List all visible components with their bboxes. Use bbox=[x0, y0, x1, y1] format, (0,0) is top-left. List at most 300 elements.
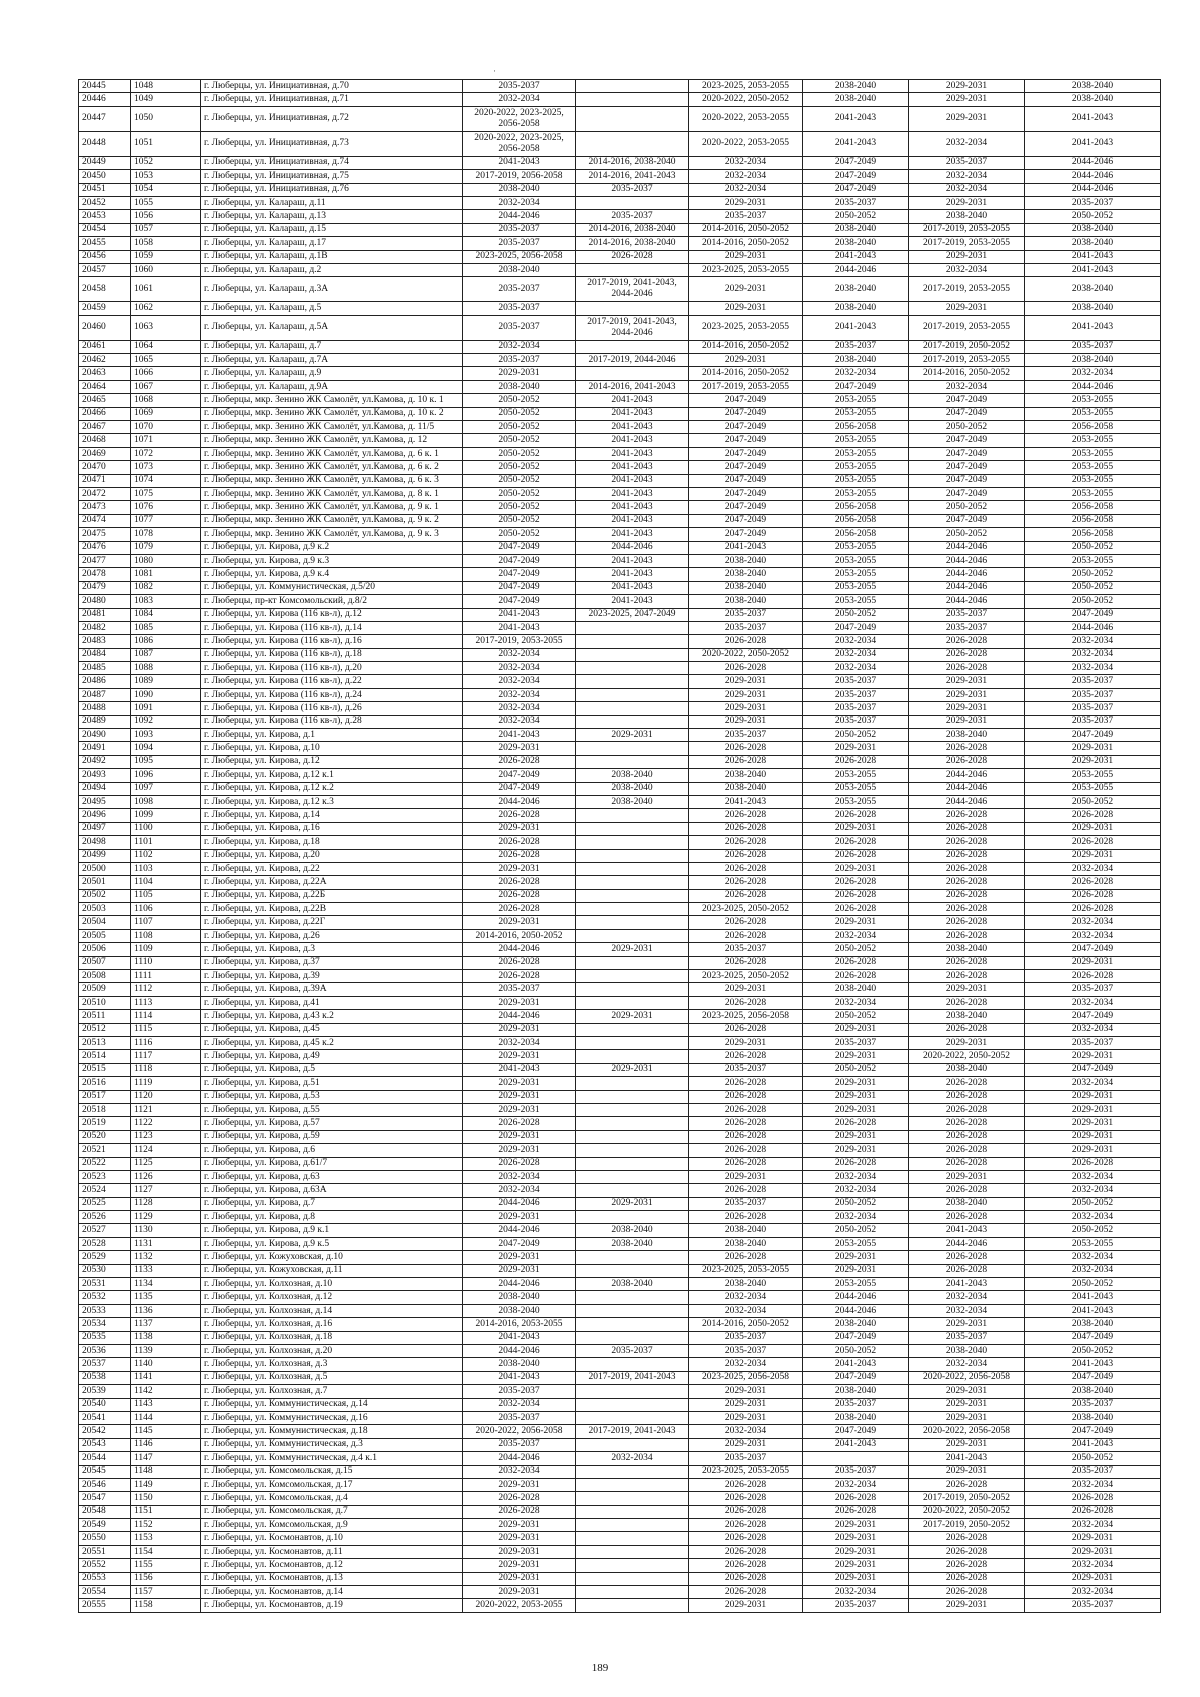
period-3-cell: 2026-2028 bbox=[689, 836, 803, 849]
period-4-cell: 2026-2028 bbox=[803, 903, 909, 916]
row-id-cell: 20500 bbox=[79, 862, 131, 875]
period-5-cell: 2050-2052 bbox=[909, 501, 1025, 514]
row-number-cell: 1110 bbox=[131, 956, 201, 969]
table-row bbox=[79, 487, 1161, 500]
row-id-cell: 20499 bbox=[79, 849, 131, 862]
period-5-cell: 2026-2028 bbox=[909, 1251, 1025, 1264]
period-6-cell: 2050-2052 bbox=[1025, 1344, 1161, 1357]
period-4-cell: 2047-2049 bbox=[803, 1371, 909, 1384]
period-6-cell: 2029-2031 bbox=[1025, 1090, 1161, 1103]
row-number-cell: 1102 bbox=[131, 849, 201, 862]
period-4-cell: 2044-2046 bbox=[803, 1291, 909, 1304]
period-6-cell: 2038-2040 bbox=[1025, 1318, 1161, 1331]
row-number-cell: 1123 bbox=[131, 1130, 201, 1143]
table-row bbox=[79, 210, 1161, 223]
period-5-cell: 2017-2019, 2053-2055 bbox=[909, 223, 1025, 236]
period-1-cell: 2041-2043 bbox=[463, 608, 576, 621]
period-5-cell: 2026-2028 bbox=[909, 809, 1025, 822]
period-4-cell: 2053-2055 bbox=[803, 487, 909, 500]
period-6-cell: 2038-2040 bbox=[1025, 354, 1161, 367]
period-2-cell bbox=[576, 876, 689, 889]
period-6-cell: 2038-2040 bbox=[1025, 80, 1161, 93]
row-number-cell: 1064 bbox=[131, 340, 201, 353]
row-number-cell: 1142 bbox=[131, 1385, 201, 1398]
row-number-cell: 1067 bbox=[131, 380, 201, 393]
table-row bbox=[79, 421, 1161, 434]
row-number-cell: 1134 bbox=[131, 1278, 201, 1291]
period-4-cell: 2047-2049 bbox=[803, 183, 909, 196]
row-number-cell: 1072 bbox=[131, 447, 201, 460]
period-1-cell: 2029-2031 bbox=[463, 1519, 576, 1532]
row-number-cell: 1115 bbox=[131, 1023, 201, 1036]
period-5-cell: 2029-2031 bbox=[909, 1385, 1025, 1398]
period-5-cell: 2047-2049 bbox=[909, 461, 1025, 474]
table-row bbox=[79, 849, 1161, 862]
period-2-cell bbox=[576, 1358, 689, 1371]
table-row bbox=[79, 1291, 1161, 1304]
address-cell: г. Люберцы, ул. Кирова, д.63 bbox=[201, 1170, 463, 1183]
row-id-cell: 20542 bbox=[79, 1425, 131, 1438]
row-id-cell: 20545 bbox=[79, 1465, 131, 1478]
address-cell: г. Люберцы, ул. Колхозная, д.16 bbox=[201, 1318, 463, 1331]
row-id-cell: 20510 bbox=[79, 996, 131, 1009]
table-row bbox=[79, 250, 1161, 263]
period-2-cell: 2026-2028 bbox=[576, 250, 689, 263]
period-4-cell: 2038-2040 bbox=[803, 223, 909, 236]
period-6-cell: 2053-2055 bbox=[1025, 474, 1161, 487]
address-cell: г. Люберцы, ул. Инициативная, д.71 bbox=[201, 93, 463, 106]
table-row bbox=[79, 581, 1161, 594]
period-4-cell: 2029-2031 bbox=[803, 1090, 909, 1103]
period-3-cell: 2029-2031 bbox=[689, 983, 803, 996]
period-6-cell: 2038-2040 bbox=[1025, 223, 1161, 236]
period-2-cell: 2029-2031 bbox=[576, 729, 689, 742]
row-number-cell: 1156 bbox=[131, 1572, 201, 1585]
address-cell: г. Люберцы, ул. Кирова, д.7 bbox=[201, 1197, 463, 1210]
period-4-cell: 2026-2028 bbox=[803, 1492, 909, 1505]
period-6-cell: 2041-2043 bbox=[1025, 1304, 1161, 1317]
address-cell: г. Люберцы, пр-кт Комсомольский, д.8/2 bbox=[201, 595, 463, 608]
table-row bbox=[79, 929, 1161, 942]
period-6-cell: 2035-2037 bbox=[1025, 196, 1161, 209]
period-5-cell: 2035-2037 bbox=[909, 156, 1025, 169]
period-3-cell: 2029-2031 bbox=[689, 1411, 803, 1424]
row-id-cell: 20467 bbox=[79, 421, 131, 434]
address-cell: г. Люберцы, ул. Инициативная, д.70 bbox=[201, 80, 463, 93]
period-3-cell: 2020-2022, 2053-2055 bbox=[689, 131, 803, 156]
period-4-cell: 2032-2034 bbox=[803, 648, 909, 661]
period-3-cell: 2035-2037 bbox=[689, 608, 803, 621]
period-1-cell: 2023-2025, 2056-2058 bbox=[463, 250, 576, 263]
period-5-cell: 2026-2028 bbox=[909, 916, 1025, 929]
period-4-cell: 2038-2040 bbox=[803, 93, 909, 106]
period-1-cell: 2050-2052 bbox=[463, 487, 576, 500]
table-row bbox=[79, 394, 1161, 407]
address-cell: г. Люберцы, ул. Калараш, д.17 bbox=[201, 237, 463, 250]
period-1-cell: 2038-2040 bbox=[463, 1358, 576, 1371]
period-6-cell: 2026-2028 bbox=[1025, 970, 1161, 983]
row-number-cell: 1140 bbox=[131, 1358, 201, 1371]
period-4-cell: 2047-2049 bbox=[803, 156, 909, 169]
address-cell: г. Люберцы, ул. Коммунистическая, д.14 bbox=[201, 1398, 463, 1411]
row-number-cell: 1129 bbox=[131, 1211, 201, 1224]
row-number-cell: 1048 bbox=[131, 80, 201, 93]
period-6-cell: 2050-2052 bbox=[1025, 568, 1161, 581]
address-cell: г. Люберцы, ул. Кирова, д.12 к.2 bbox=[201, 782, 463, 795]
period-5-cell: 2017-2019, 2050-2052 bbox=[909, 1519, 1025, 1532]
period-5-cell: 2026-2028 bbox=[909, 1023, 1025, 1036]
address-cell: г. Люберцы, ул. Кирова (116 кв-л), д.16 bbox=[201, 635, 463, 648]
table-row bbox=[79, 501, 1161, 514]
row-number-cell: 1145 bbox=[131, 1425, 201, 1438]
period-2-cell: 2041-2043 bbox=[576, 581, 689, 594]
period-4-cell: 2053-2055 bbox=[803, 568, 909, 581]
period-1-cell: 2050-2052 bbox=[463, 421, 576, 434]
period-1-cell: 2029-2031 bbox=[463, 1144, 576, 1157]
period-4-cell: 2053-2055 bbox=[803, 407, 909, 420]
table-row bbox=[79, 1063, 1161, 1076]
period-4-cell: 2038-2040 bbox=[803, 302, 909, 315]
period-3-cell: 2035-2037 bbox=[689, 1331, 803, 1344]
table-row bbox=[79, 1037, 1161, 1050]
row-number-cell: 1068 bbox=[131, 394, 201, 407]
table-row bbox=[79, 1425, 1161, 1438]
period-3-cell: 2026-2028 bbox=[689, 876, 803, 889]
period-4-cell: 2056-2058 bbox=[803, 514, 909, 527]
row-number-cell: 1125 bbox=[131, 1157, 201, 1170]
period-3-cell: 2038-2040 bbox=[689, 568, 803, 581]
table-row bbox=[79, 1465, 1161, 1478]
period-1-cell: 2050-2052 bbox=[463, 474, 576, 487]
address-cell: г. Люберцы, ул. Колхозная, д.10 bbox=[201, 1278, 463, 1291]
table-row bbox=[79, 1358, 1161, 1371]
period-5-cell: 2032-2034 bbox=[909, 1358, 1025, 1371]
row-number-cell: 1130 bbox=[131, 1224, 201, 1237]
period-5-cell: 2026-2028 bbox=[909, 849, 1025, 862]
period-1-cell: 2035-2037 bbox=[463, 1438, 576, 1451]
period-1-cell: 2041-2043 bbox=[463, 621, 576, 634]
period-5-cell: 2026-2028 bbox=[909, 1586, 1025, 1599]
address-cell: г. Люберцы, ул. Кирова, д.37 bbox=[201, 956, 463, 969]
row-number-cell: 1089 bbox=[131, 675, 201, 688]
table-row bbox=[79, 595, 1161, 608]
address-cell: г. Люберцы, ул. Колхозная, д.3 bbox=[201, 1358, 463, 1371]
period-2-cell: 2041-2043 bbox=[576, 447, 689, 460]
period-1-cell: 2044-2046 bbox=[463, 1010, 576, 1023]
period-4-cell: 2032-2034 bbox=[803, 1170, 909, 1183]
row-id-cell: 20536 bbox=[79, 1344, 131, 1357]
row-number-cell: 1144 bbox=[131, 1411, 201, 1424]
address-cell: г. Люберцы, ул. Кирова, д.39А bbox=[201, 983, 463, 996]
table-row bbox=[79, 862, 1161, 875]
period-3-cell: 2038-2040 bbox=[689, 769, 803, 782]
period-6-cell: 2056-2058 bbox=[1025, 501, 1161, 514]
period-5-cell: 2050-2052 bbox=[909, 421, 1025, 434]
row-number-cell: 1147 bbox=[131, 1452, 201, 1465]
period-2-cell bbox=[576, 1170, 689, 1183]
table-row bbox=[79, 1532, 1161, 1545]
address-cell: г. Люберцы, ул. Калараш, д.5А bbox=[201, 315, 463, 340]
period-5-cell: 2026-2028 bbox=[909, 836, 1025, 849]
period-6-cell: 2041-2043 bbox=[1025, 1438, 1161, 1451]
period-6-cell: 2032-2034 bbox=[1025, 648, 1161, 661]
period-5-cell: 2026-2028 bbox=[909, 1532, 1025, 1545]
period-6-cell: 2029-2031 bbox=[1025, 956, 1161, 969]
row-id-cell: 20519 bbox=[79, 1117, 131, 1130]
row-id-cell: 20541 bbox=[79, 1411, 131, 1424]
row-id-cell: 20482 bbox=[79, 621, 131, 634]
period-4-cell: 2029-2031 bbox=[803, 1545, 909, 1558]
period-1-cell: 2029-2031 bbox=[463, 996, 576, 1009]
period-2-cell bbox=[576, 1398, 689, 1411]
row-id-cell: 20514 bbox=[79, 1050, 131, 1063]
period-4-cell: 2047-2049 bbox=[803, 621, 909, 634]
period-1-cell: 2044-2046 bbox=[463, 1452, 576, 1465]
period-3-cell: 2023-2025, 2056-2058 bbox=[689, 1371, 803, 1384]
period-3-cell: 2023-2025, 2050-2052 bbox=[689, 970, 803, 983]
period-2-cell: 2017-2019, 2041-2043 bbox=[576, 1371, 689, 1384]
row-number-cell: 1077 bbox=[131, 514, 201, 527]
period-6-cell: 2041-2043 bbox=[1025, 131, 1161, 156]
period-3-cell: 2026-2028 bbox=[689, 1090, 803, 1103]
period-1-cell: 2026-2028 bbox=[463, 809, 576, 822]
table-row bbox=[79, 648, 1161, 661]
table-row bbox=[79, 621, 1161, 634]
period-4-cell: 2035-2037 bbox=[803, 688, 909, 701]
address-cell: г. Люберцы, ул. Калараш, д.7 bbox=[201, 340, 463, 353]
row-number-cell: 1155 bbox=[131, 1559, 201, 1572]
period-5-cell: 2029-2031 bbox=[909, 80, 1025, 93]
period-5-cell: 2029-2031 bbox=[909, 106, 1025, 131]
period-1-cell: 2047-2049 bbox=[463, 568, 576, 581]
table-row bbox=[79, 1251, 1161, 1264]
table-row bbox=[79, 702, 1161, 715]
row-number-cell: 1062 bbox=[131, 302, 201, 315]
period-6-cell: 2041-2043 bbox=[1025, 1291, 1161, 1304]
period-6-cell: 2053-2055 bbox=[1025, 782, 1161, 795]
row-id-cell: 20481 bbox=[79, 608, 131, 621]
period-2-cell bbox=[576, 1532, 689, 1545]
period-1-cell: 2020-2022, 2023-2025, 2056-2058 bbox=[463, 106, 576, 131]
period-6-cell: 2029-2031 bbox=[1025, 1532, 1161, 1545]
period-1-cell: 2035-2037 bbox=[463, 80, 576, 93]
period-4-cell: 2053-2055 bbox=[803, 581, 909, 594]
row-id-cell: 20483 bbox=[79, 635, 131, 648]
period-2-cell: 2017-2019, 2044-2046 bbox=[576, 354, 689, 367]
period-2-cell: 2014-2016, 2038-2040 bbox=[576, 237, 689, 250]
period-2-cell bbox=[576, 1184, 689, 1197]
period-1-cell: 2035-2037 bbox=[463, 354, 576, 367]
period-5-cell: 2032-2034 bbox=[909, 170, 1025, 183]
row-id-cell: 20471 bbox=[79, 474, 131, 487]
table-row bbox=[79, 970, 1161, 983]
period-2-cell bbox=[576, 849, 689, 862]
row-number-cell: 1141 bbox=[131, 1371, 201, 1384]
address-cell: г. Люберцы, ул. Комсомольская, д.4 bbox=[201, 1492, 463, 1505]
period-6-cell: 2047-2049 bbox=[1025, 1425, 1161, 1438]
row-number-cell: 1153 bbox=[131, 1532, 201, 1545]
period-2-cell bbox=[576, 742, 689, 755]
period-3-cell: 2038-2040 bbox=[689, 782, 803, 795]
period-5-cell: 2026-2028 bbox=[909, 1103, 1025, 1116]
row-id-cell: 20548 bbox=[79, 1505, 131, 1518]
row-number-cell: 1050 bbox=[131, 106, 201, 131]
row-id-cell: 20512 bbox=[79, 1023, 131, 1036]
period-4-cell: 2056-2058 bbox=[803, 528, 909, 541]
period-2-cell bbox=[576, 1478, 689, 1491]
period-6-cell: 2050-2052 bbox=[1025, 795, 1161, 808]
period-2-cell: 2041-2043 bbox=[576, 394, 689, 407]
period-4-cell: 2056-2058 bbox=[803, 501, 909, 514]
table-row bbox=[79, 809, 1161, 822]
period-4-cell: 2053-2055 bbox=[803, 434, 909, 447]
period-3-cell: 2029-2031 bbox=[689, 715, 803, 728]
address-cell: г. Люберцы, ул. Кирова, д.6 bbox=[201, 1144, 463, 1157]
period-3-cell: 2041-2043 bbox=[689, 541, 803, 554]
period-4-cell: 2053-2055 bbox=[803, 461, 909, 474]
table-row bbox=[79, 836, 1161, 849]
period-2-cell: 2014-2016, 2041-2043 bbox=[576, 170, 689, 183]
period-5-cell: 2047-2049 bbox=[909, 447, 1025, 460]
row-id-cell: 20544 bbox=[79, 1452, 131, 1465]
period-1-cell: 2029-2031 bbox=[463, 1077, 576, 1090]
period-4-cell: 2032-2034 bbox=[803, 1478, 909, 1491]
period-5-cell: 2038-2040 bbox=[909, 1063, 1025, 1076]
row-number-cell: 1158 bbox=[131, 1599, 201, 1612]
period-5-cell: 2038-2040 bbox=[909, 729, 1025, 742]
address-cell: г. Люберцы, ул. Кожуховская, д.11 bbox=[201, 1264, 463, 1277]
period-3-cell: 2029-2031 bbox=[689, 1037, 803, 1050]
table-row bbox=[79, 1103, 1161, 1116]
period-6-cell: 2038-2040 bbox=[1025, 237, 1161, 250]
table-row bbox=[79, 1318, 1161, 1331]
period-3-cell: 2035-2037 bbox=[689, 210, 803, 223]
row-number-cell: 1148 bbox=[131, 1465, 201, 1478]
period-1-cell: 2020-2022, 2056-2058 bbox=[463, 1425, 576, 1438]
table-row bbox=[79, 1599, 1161, 1612]
period-6-cell: 2032-2034 bbox=[1025, 929, 1161, 942]
period-6-cell: 2029-2031 bbox=[1025, 755, 1161, 768]
period-2-cell bbox=[576, 702, 689, 715]
period-4-cell: 2053-2055 bbox=[803, 474, 909, 487]
period-1-cell: 2035-2037 bbox=[463, 1385, 576, 1398]
row-id-cell: 20491 bbox=[79, 742, 131, 755]
row-number-cell: 1133 bbox=[131, 1264, 201, 1277]
period-3-cell: 2029-2031 bbox=[689, 1438, 803, 1451]
table-row bbox=[79, 183, 1161, 196]
table-row bbox=[79, 1452, 1161, 1465]
period-4-cell: 2032-2034 bbox=[803, 662, 909, 675]
address-cell: г. Люберцы, ул. Кирова, д.9 к.2 bbox=[201, 541, 463, 554]
address-cell: г. Люберцы, ул. Кирова, д.41 bbox=[201, 996, 463, 1009]
period-2-cell: 2029-2031 bbox=[576, 943, 689, 956]
period-2-cell: 2041-2043 bbox=[576, 514, 689, 527]
period-6-cell: 2050-2052 bbox=[1025, 1452, 1161, 1465]
period-3-cell: 2020-2022, 2050-2052 bbox=[689, 648, 803, 661]
table-row bbox=[79, 1304, 1161, 1317]
period-1-cell: 2035-2037 bbox=[463, 983, 576, 996]
table-row bbox=[79, 1559, 1161, 1572]
period-3-cell: 2029-2031 bbox=[689, 702, 803, 715]
period-6-cell: 2032-2034 bbox=[1025, 1264, 1161, 1277]
address-cell: г. Люберцы, ул. Кирова, д.8 bbox=[201, 1211, 463, 1224]
period-4-cell: 2041-2043 bbox=[803, 106, 909, 131]
table-row bbox=[79, 1331, 1161, 1344]
row-id-cell: 20540 bbox=[79, 1398, 131, 1411]
period-4-cell: 2047-2049 bbox=[803, 380, 909, 393]
period-3-cell: 2047-2049 bbox=[689, 461, 803, 474]
table-row bbox=[79, 1572, 1161, 1585]
period-6-cell: 2026-2028 bbox=[1025, 836, 1161, 849]
period-1-cell: 2029-2031 bbox=[463, 1264, 576, 1277]
period-1-cell: 2032-2034 bbox=[463, 1398, 576, 1411]
period-3-cell: 2047-2049 bbox=[689, 501, 803, 514]
period-4-cell: 2032-2034 bbox=[803, 367, 909, 380]
period-1-cell: 2050-2052 bbox=[463, 501, 576, 514]
row-number-cell: 1060 bbox=[131, 263, 201, 276]
address-cell: г. Люберцы, ул. Калараш, д.9 bbox=[201, 367, 463, 380]
row-id-cell: 20537 bbox=[79, 1358, 131, 1371]
period-3-cell: 2026-2028 bbox=[689, 929, 803, 942]
row-id-cell: 20488 bbox=[79, 702, 131, 715]
row-id-cell: 20455 bbox=[79, 237, 131, 250]
period-5-cell: 2035-2037 bbox=[909, 608, 1025, 621]
period-1-cell: 2047-2049 bbox=[463, 782, 576, 795]
table-row bbox=[79, 1385, 1161, 1398]
row-number-cell: 1120 bbox=[131, 1090, 201, 1103]
period-6-cell: 2044-2046 bbox=[1025, 380, 1161, 393]
period-1-cell: 2035-2037 bbox=[463, 277, 576, 302]
table-row bbox=[79, 635, 1161, 648]
period-4-cell: 2050-2052 bbox=[803, 729, 909, 742]
period-3-cell: 2047-2049 bbox=[689, 394, 803, 407]
period-2-cell bbox=[576, 956, 689, 969]
table-row bbox=[79, 302, 1161, 315]
period-5-cell: 2032-2034 bbox=[909, 1304, 1025, 1317]
row-number-cell: 1151 bbox=[131, 1505, 201, 1518]
period-4-cell: 2047-2049 bbox=[803, 170, 909, 183]
period-2-cell: 2041-2043 bbox=[576, 407, 689, 420]
table-row bbox=[79, 1371, 1161, 1384]
row-number-cell: 1126 bbox=[131, 1170, 201, 1183]
table-row bbox=[79, 170, 1161, 183]
row-number-cell: 1088 bbox=[131, 662, 201, 675]
period-6-cell: 2032-2034 bbox=[1025, 1559, 1161, 1572]
period-5-cell: 2038-2040 bbox=[909, 1344, 1025, 1357]
period-6-cell: 2035-2037 bbox=[1025, 1398, 1161, 1411]
period-5-cell: 2044-2046 bbox=[909, 595, 1025, 608]
period-3-cell: 2047-2049 bbox=[689, 528, 803, 541]
period-6-cell: 2026-2028 bbox=[1025, 1505, 1161, 1518]
period-2-cell: 2035-2037 bbox=[576, 183, 689, 196]
period-5-cell: 2026-2028 bbox=[909, 929, 1025, 942]
row-id-cell: 20460 bbox=[79, 315, 131, 340]
period-3-cell: 2029-2031 bbox=[689, 675, 803, 688]
address-cell: г. Люберцы, мкр. Зенино ЖК Самолёт, ул.Камова, д. 6 к. 1 bbox=[201, 447, 463, 460]
address-cell: г. Люберцы, мкр. Зенино ЖК Самолёт, ул.Камова, д. 8 к. 1 bbox=[201, 487, 463, 500]
row-number-cell: 1100 bbox=[131, 822, 201, 835]
row-number-cell: 1049 bbox=[131, 93, 201, 106]
period-3-cell: 2032-2034 bbox=[689, 1291, 803, 1304]
period-4-cell: 2029-2031 bbox=[803, 916, 909, 929]
period-5-cell: 2029-2031 bbox=[909, 715, 1025, 728]
period-1-cell: 2032-2034 bbox=[463, 340, 576, 353]
period-2-cell: 2041-2043 bbox=[576, 528, 689, 541]
period-4-cell: 2053-2055 bbox=[803, 394, 909, 407]
table-row bbox=[79, 354, 1161, 367]
period-5-cell: 2020-2022, 2056-2058 bbox=[909, 1371, 1025, 1384]
address-cell: г. Люберцы, ул. Коммунистическая, д.18 bbox=[201, 1425, 463, 1438]
